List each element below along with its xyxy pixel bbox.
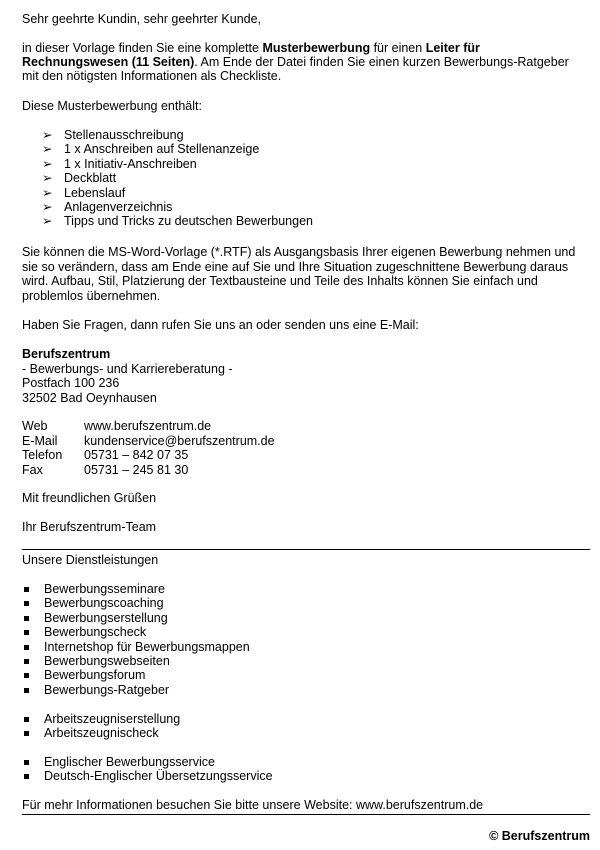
contact-label: E-Mail — [22, 433, 58, 448]
contact-label: Telefon — [22, 448, 63, 462]
arrow-bullet-icon: ➢ — [42, 156, 53, 171]
contact-fax — [0, 463, 600, 478]
arrow-bullet-icon: ➢ — [42, 142, 53, 157]
contact-label: Web — [22, 419, 48, 433]
square-bullet-icon — [24, 717, 29, 722]
arrow-bullet-icon: ➢ — [42, 214, 53, 229]
list-item: ➢ Anlagenverzeichnis — [42, 200, 173, 214]
contact-email — [0, 434, 600, 449]
contact-value: 05731 – 245 81 30 — [84, 462, 189, 477]
list-item: ➢ Deckblatt — [42, 171, 117, 186]
greeting: Sehr geehrte Kundin, sehr geehrter Kunde, — [22, 12, 262, 26]
square-bullet-icon — [24, 760, 29, 765]
square-bullet-icon — [24, 731, 29, 736]
usage-line-3: wird. Aufbau, Stil, Platzierung der Textbausteine und Teile des Inhalts können Sie einfach und — [22, 274, 538, 288]
address-city: 32502 Bad Oeynhausen — [22, 390, 157, 405]
list-item: ➢ Lebenslauf — [42, 185, 126, 200]
square-bullet-icon — [24, 688, 29, 693]
company-subtitle: - Bewerbungs- und Karriereberatung - — [22, 361, 233, 376]
list-item: Internetshop für Bewerbungsmappen — [44, 640, 250, 654]
arrow-bullet-icon: ➢ — [42, 128, 53, 142]
list-item: Deutsch-Englischer Übersetzungsservice — [44, 769, 273, 783]
intro-text: in dieser Vorlage finden Sie eine komplette — [22, 41, 263, 55]
contact-label: Fax — [22, 462, 43, 477]
list-item: Bewerbungswebseiten — [44, 654, 170, 668]
list-item: Bewerbungscoaching — [44, 596, 164, 610]
services-heading: Unsere Dienstleistungen — [22, 553, 159, 567]
contact-value: kundenservice@berufszentrum.de — [84, 433, 275, 448]
list-item: Bewerbungsforum — [44, 668, 145, 682]
list-item: Englischer Bewerbungsservice — [44, 755, 215, 769]
intro-line-1 — [22, 41, 480, 55]
usage-line-4: problemlos übernehmen. — [22, 288, 161, 303]
list-item: Bewerbungserstellung — [44, 611, 168, 625]
contents-heading: Diese Musterbewerbung enthält: — [22, 99, 202, 113]
signature: Ihr Berufszentrum-Team — [22, 520, 157, 534]
contact-web — [0, 419, 600, 434]
usage-line-2: sie so verändern, dass am Ende eine auf Sie und Ihre Situation zugeschnittene Bewerbung daraus — [22, 259, 569, 274]
contact-value: www.berufszentrum.de — [84, 419, 212, 433]
list-item: ➢ 1 x Anschreiben auf Stellenanzeige — [42, 142, 260, 157]
contact-value: 05731 – 842 07 35 — [84, 448, 189, 462]
square-bullet-icon — [24, 616, 29, 621]
divider-line — [22, 549, 590, 550]
copyright: © Berufszentrum — [489, 829, 590, 843]
square-bullet-icon — [24, 673, 29, 678]
intro-bold-musterbewerbung: Musterbewerbung — [262, 41, 371, 55]
intro-text: für einen — [370, 41, 426, 55]
usage-line-1: Sie können die MS-Word-Vorlage (*.RTF) als Ausgangsbasis Ihrer eigenen Bewerbung nehmen und — [22, 245, 576, 259]
intro-bold-position-cont: Rechnungswesen (11 Seiten) — [22, 55, 195, 69]
square-bullet-icon — [24, 659, 29, 664]
company-name: Berufszentrum — [22, 347, 111, 361]
questions-text: Haben Sie Fragen, dann rufen Sie uns an oder senden uns eine E-Mail: — [22, 318, 419, 332]
address-street: Postfach 100 236 — [22, 376, 120, 390]
list-item: Bewerbungscheck — [44, 625, 146, 639]
list-item: Bewerbungs-Ratgeber — [44, 683, 169, 697]
list-item: ➢ Stellenausschreibung — [42, 128, 184, 142]
square-bullet-icon — [24, 587, 29, 592]
square-bullet-icon — [24, 630, 29, 635]
more-info-text: Für mehr Informationen besuchen Sie bitte unsere Website: www.berufszentrum.de — [22, 798, 484, 812]
list-item: Bewerbungsseminare — [44, 582, 165, 596]
square-bullet-icon — [24, 601, 29, 606]
intro-bold-position: Leiter für — [425, 41, 480, 55]
square-bullet-icon — [24, 645, 29, 650]
list-item: Arbeitszeugnischeck — [44, 726, 159, 740]
arrow-bullet-icon: ➢ — [42, 200, 53, 214]
divider-line — [22, 814, 590, 815]
list-item: ➢ Tipps und Tricks zu deutschen Bewerbungen — [42, 214, 313, 229]
intro-line-2 — [22, 55, 569, 69]
square-bullet-icon — [24, 774, 29, 779]
intro-line-3: mit den nötigsten Informationen als Checkliste. — [22, 69, 282, 83]
contact-phone — [0, 448, 600, 463]
closing: Mit freundlichen Grüßen — [22, 491, 157, 505]
arrow-bullet-icon: ➢ — [42, 185, 53, 200]
list-item: Arbeitszeugniserstellung — [44, 712, 180, 726]
list-item: ➢ 1 x Initiativ-Anschreiben — [42, 156, 197, 171]
arrow-bullet-icon: ➢ — [42, 171, 53, 186]
intro-text: . Am Ende der Datei finden Sie einen kurzen Bewerbungs-Ratgeber — [194, 55, 569, 69]
